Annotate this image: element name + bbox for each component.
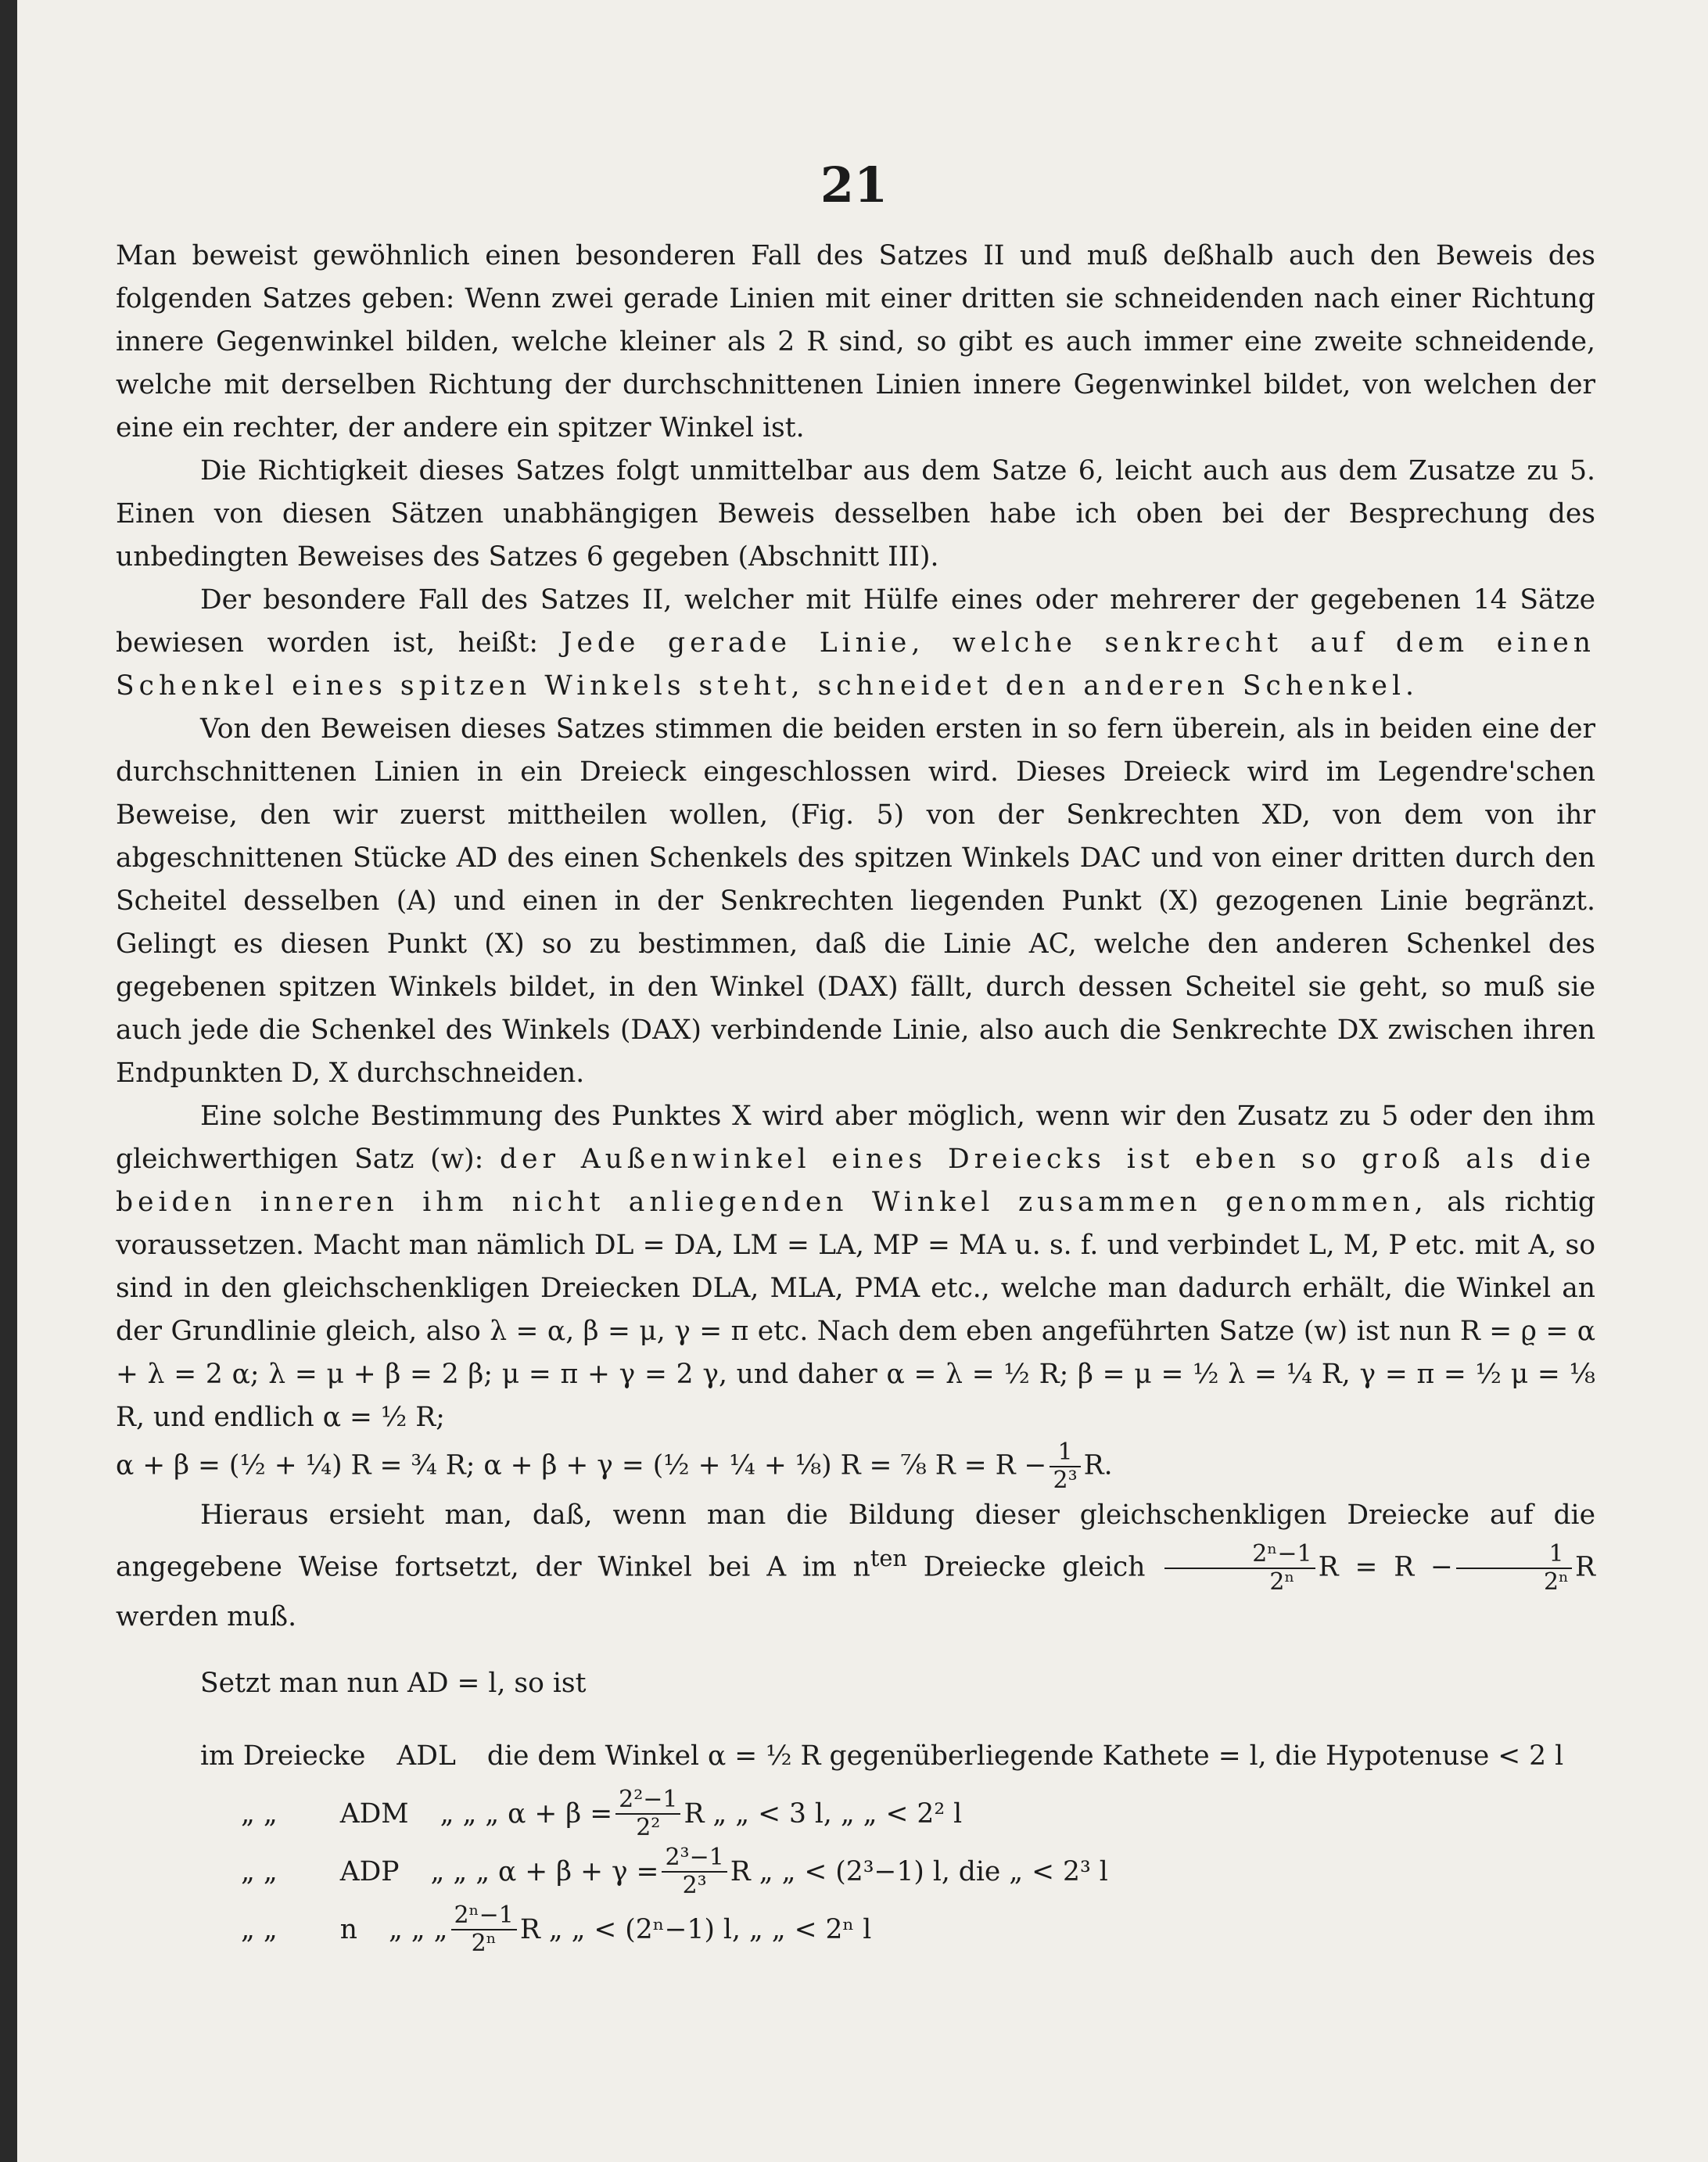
paragraph bbox=[116, 1095, 1595, 1439]
triangle-name: ADM bbox=[339, 1797, 409, 1830]
body-text bbox=[116, 235, 1595, 1959]
row-label: „ „ bbox=[241, 1913, 278, 1945]
row-label: im Dreiecke bbox=[200, 1740, 366, 1772]
row-text: „ „ „ α + β = bbox=[440, 1797, 613, 1830]
fraction-numerator: 2ⁿ−1 bbox=[451, 1902, 517, 1930]
fraction-denominator: 2² bbox=[636, 1814, 661, 1841]
page-number: 21 bbox=[820, 156, 888, 214]
paragraph-text: Hieraus ersieht man, daß, wenn man die Bildung dieser gleichschenkligen Dreiecke auf die angegebene Weise fortsetzt, der Winkel bei A im n bbox=[116, 1499, 1595, 1583]
formula-text: R bbox=[1575, 1551, 1596, 1583]
row-text: „ „ „ α + β + γ = bbox=[430, 1855, 659, 1887]
fraction-denominator: 2³ bbox=[1053, 1467, 1078, 1494]
fraction-denominator: 2ⁿ bbox=[471, 1930, 497, 1957]
row-text: R „ „ < (2ⁿ−1) l, „ „ < 2ⁿ l bbox=[519, 1913, 872, 1945]
fraction-numerator: 1 bbox=[1456, 1541, 1572, 1569]
table-row bbox=[241, 1901, 1595, 1959]
row-label: „ „ bbox=[241, 1855, 278, 1887]
formula-text: R bbox=[1318, 1551, 1339, 1583]
superscript: ten bbox=[870, 1545, 907, 1571]
fraction bbox=[1456, 1541, 1572, 1596]
row-text: die dem Winkel α = ½ R gegenüberliegende Kathete = l, die Hypotenuse < 2 l bbox=[486, 1740, 1564, 1772]
fraction-denominator: 2ⁿ bbox=[1269, 1568, 1295, 1596]
paragraph-text: Eine solche Bestimmung des Punktes X wird aber möglich, wenn wir den Zusatz zu 5 oder den ihm gleichwerthigen Satz (w): bbox=[116, 1101, 1595, 1175]
formula-text: = R − bbox=[1355, 1551, 1453, 1583]
fraction-denominator: 2ⁿ bbox=[1543, 1568, 1570, 1596]
table-row bbox=[241, 1785, 1595, 1843]
formula-text: R. bbox=[1083, 1449, 1113, 1481]
page-binding-edge bbox=[0, 0, 17, 2162]
fraction-numerator: 1 bbox=[1050, 1439, 1080, 1467]
emphasized-theorem: der Außenwinkel eines Dreiecks ist eben so groß als die beiden inneren ihm nicht anliegenden Winkel zusammen genommen, bbox=[116, 1144, 1595, 1218]
triangle-name: ADL bbox=[396, 1740, 456, 1772]
paragraph: Von den Beweisen dieses Satzes stimmen die beiden ersten in so fern überein, als in beiden eine der durchschnittenen Linien in ein Dreieck eingeschlossen wird. Dieses Dreieck wird im Legendre'schen Beweise, den wir zuerst mittheilen wollen, (Fig. 5) von der Senkrechten XD, von dem von ihr abgeschnittenen Stücke AD des einen Schenkels des spitzen Winkels DAC und von einer dritten durch den Scheitel desselben (A) und einen in der Senkrechten liegenden Punkt (X) gezogenen Linie begränzt. Gelingt es diesen Punkt (X) so zu bestimmen, daß die Linie AC, welche den anderen Schenkel des gegebenen spitzen Winkels bildet, in den Winkel (DAX) fällt, durch dessen Scheitel sie geht, so muß sie auch jede die Schenkel des Winkels (DAX) verbindende Linie, also auch die Senkrechte DX zwischen ihren Endpunkten D, X durchschneiden. bbox=[116, 713, 1595, 1089]
paragraph: Die Richtigkeit dieses Satzes folgt unmittelbar aus dem Satze 6, leicht auch aus dem Zusatze zu 5. Einen von diesen Sätzen unabhängigen Beweis desselben habe ich oben bei der Besprechung des unbedingten Beweises des Satzes 6 gegeben (Abschnitt III). bbox=[116, 455, 1595, 573]
formula-text: α + β = (½ + ¼) R = ¾ R; α + β + γ = (½ + ¼ + ⅛) R = ⅞ R = R − bbox=[116, 1449, 1047, 1481]
triangle-name: n bbox=[339, 1913, 357, 1945]
paragraph-text: Der besondere Fall des Satzes II, welcher mit Hülfe eines oder mehrerer der gegebenen 14 Sätze bewiesen worden ist, heißt: bbox=[116, 584, 1595, 659]
fraction bbox=[1164, 1541, 1315, 1596]
row-text: „ „ „ bbox=[388, 1913, 448, 1945]
fraction-denominator: 2³ bbox=[682, 1872, 707, 1899]
emphasized-theorem: Jede gerade Linie, welche senkrecht auf dem einen Schenkel eines spitzen Winkels steht, schneidet den anderen Schenkel. bbox=[116, 627, 1596, 702]
paragraph bbox=[116, 579, 1595, 708]
fraction-numerator: 2²−1 bbox=[615, 1787, 680, 1815]
formula-line bbox=[116, 1439, 1595, 1494]
table-row bbox=[200, 1727, 1595, 1785]
paragraph bbox=[116, 1494, 1595, 1639]
fraction bbox=[662, 1844, 727, 1899]
row-text: R „ „ < (2³−1) l, die „ < 2³ l bbox=[730, 1855, 1108, 1887]
table-row bbox=[241, 1843, 1595, 1901]
row-label: „ „ bbox=[241, 1797, 278, 1830]
row-text: R „ „ < 3 l, „ „ < 2² l bbox=[684, 1797, 963, 1830]
triangle-table bbox=[116, 1727, 1595, 1959]
fraction-numerator: 2ⁿ−1 bbox=[1164, 1541, 1315, 1569]
paragraph-text: werden muß. bbox=[116, 1601, 297, 1632]
fraction bbox=[451, 1902, 517, 1957]
paragraph: Setzt man nun AD = l, so ist bbox=[200, 1668, 587, 1699]
fraction-numerator: 2³−1 bbox=[662, 1844, 727, 1873]
paragraph: Man beweist gewöhnlich einen besonderen Fall des Satzes II und muß deßhalb auch den Beweis des folgenden Satzes geben: Wenn zwei gerade Linien mit einer dritten sie schneidenden nach einer Richtung innere Gegenwinkel bilden, welche kleiner als 2 R sind, so gibt es auch immer eine zweite schneidende, welche mit derselben Richtung der durchschnittenen Linien innere Gegenwinkel bildet, von welchen der eine ein rechter, der andere ein spitzer Winkel ist. bbox=[116, 240, 1595, 444]
fraction bbox=[1050, 1439, 1080, 1494]
paragraph-text: als richtig voraussetzen. Macht man nämlich DL = DA, LM = LA, MP = MA u. s. f. und verbindet L, M, P etc. mit A, so sind in den gleichschenkligen Dreiecken DLA, MLA, PMA etc., welche man dadurch erhält, die Winkel an der Grundlinie gleich, also λ = α, β = μ, γ = π etc. Nach dem eben angeführten Satze (w) ist nun R = ϱ = α + λ = 2 α; λ = μ + β = 2 β; μ = π + γ = 2 γ, und daher α = λ = ½ R; β = μ = ½ λ = ¼ R, γ = π = ½ μ = ⅛ R, und endlich α = ½ R; bbox=[116, 1187, 1596, 1433]
paragraph-text: Dreiecke gleich bbox=[923, 1551, 1146, 1583]
triangle-name: ADP bbox=[339, 1855, 400, 1887]
fraction bbox=[615, 1787, 680, 1841]
